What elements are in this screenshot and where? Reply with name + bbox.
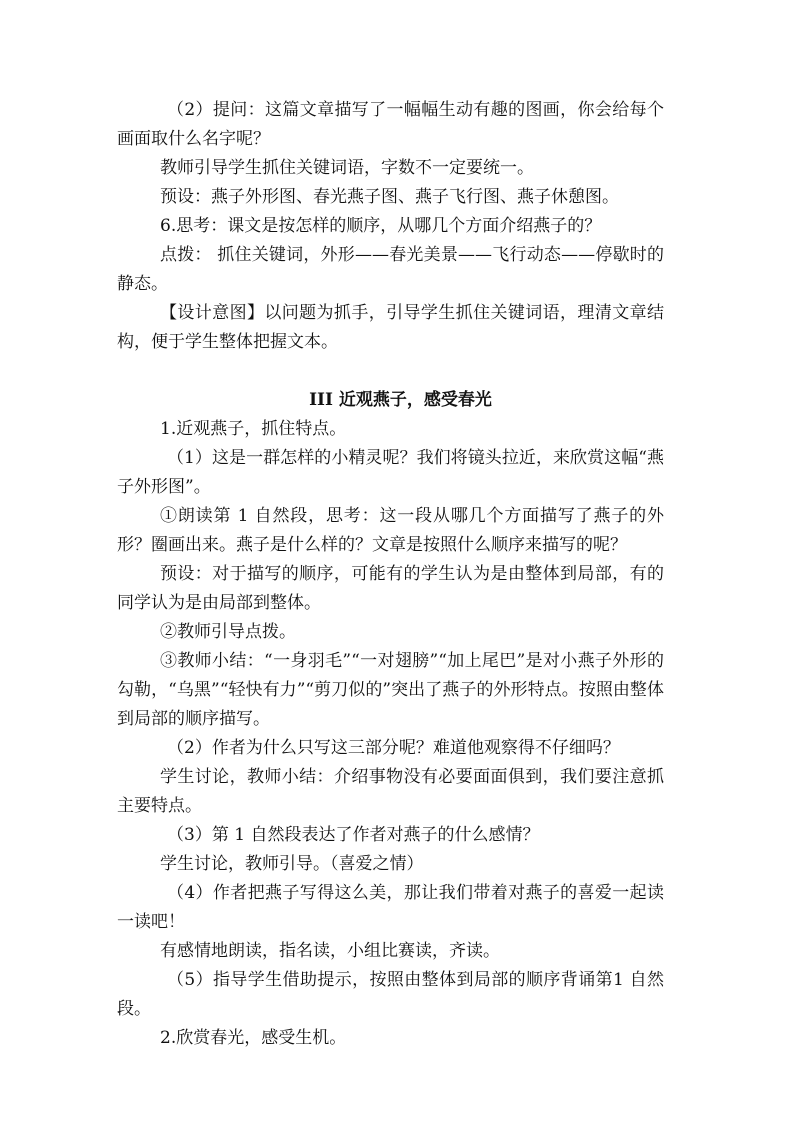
paragraph: 预设：燕子外形图、春光燕子图、燕子飞行图、燕子休憩图。 xyxy=(160,187,619,207)
paragraph: ③教师小结：“一身羽毛”“一对翅膀”“加上尾巴”是对小燕子外形的勾勒，“乌黑”“轻快有力”“剪刀似的”突出了燕子的外形特点。按照由整体到局部的顺序描写。 xyxy=(117,651,664,729)
paragraph: 学生讨论，教师小结：介绍事物没有必要面面俱到，我们要注意抓主要特点。 xyxy=(117,767,664,816)
paragraph: （4）作者把燕子写得这么美，那让我们带着对燕子的喜爱一起读一读吧！ xyxy=(117,883,664,932)
paragraph: 6.思考：课文是按怎样的顺序，从哪几个方面介绍燕子的？ xyxy=(160,216,602,236)
paragraph: 预设：对于描写的顺序，可能有的学生认为是由整体到局部，有的同学认为是由局部到整体。 xyxy=(117,564,664,613)
paragraph: 学生讨论，教师引导。（喜爱之情） xyxy=(160,854,424,874)
paragraph: ①朗读第 1 自然段，思考：这一段从哪几个方面描写了燕子的外形？圈画出来。燕子是什么样的？文章是按照什么顺序来描写的呢？ xyxy=(117,506,664,555)
paragraph: （5）指导学生借助提示，按照由整体到局部的顺序背诵第1 自然段。 xyxy=(117,970,664,1019)
paragraph: （2）作者为什么只写这三部分呢？难道他观察得不仔细吗？ xyxy=(167,738,620,758)
paragraph: （3）第 1 自然段表达了作者对燕子的什么感情？ xyxy=(167,825,540,845)
paragraph: （2）提问：这篇文章描写了一幅幅生动有趣的图画，你会给每个画面取什么名字呢？ xyxy=(117,100,664,149)
paragraph: ②教师引导点拨。 xyxy=(160,622,296,642)
section-heading: III 近观燕子，感受春光 xyxy=(309,390,492,410)
paragraph: （1）这是一群怎样的小精灵呢？我们将镜头拉近，来欣赏这幅“燕子外形图”。 xyxy=(117,448,664,497)
paragraph: 点拨： 抓住关键词，外形——春光美景——飞行动态——停歇时的静态。 xyxy=(117,245,664,294)
paragraph: 有感情地朗读，指名读，小组比赛读，齐读。 xyxy=(160,941,500,961)
paragraph: 2.欣赏春光，感受生机。 xyxy=(160,1028,347,1048)
paragraph: 教师引导学生抓住关键词语，字数不一定要统一。 xyxy=(160,158,534,178)
blank-line xyxy=(117,357,664,386)
paragraph: 1.近观燕子，抓住特点。 xyxy=(160,419,347,439)
design-intent-paragraph: 【设计意图】以问题为抓手，引导学生抓住关键词语，理清文章结构，便于学生整体把握文本。 xyxy=(117,303,664,352)
